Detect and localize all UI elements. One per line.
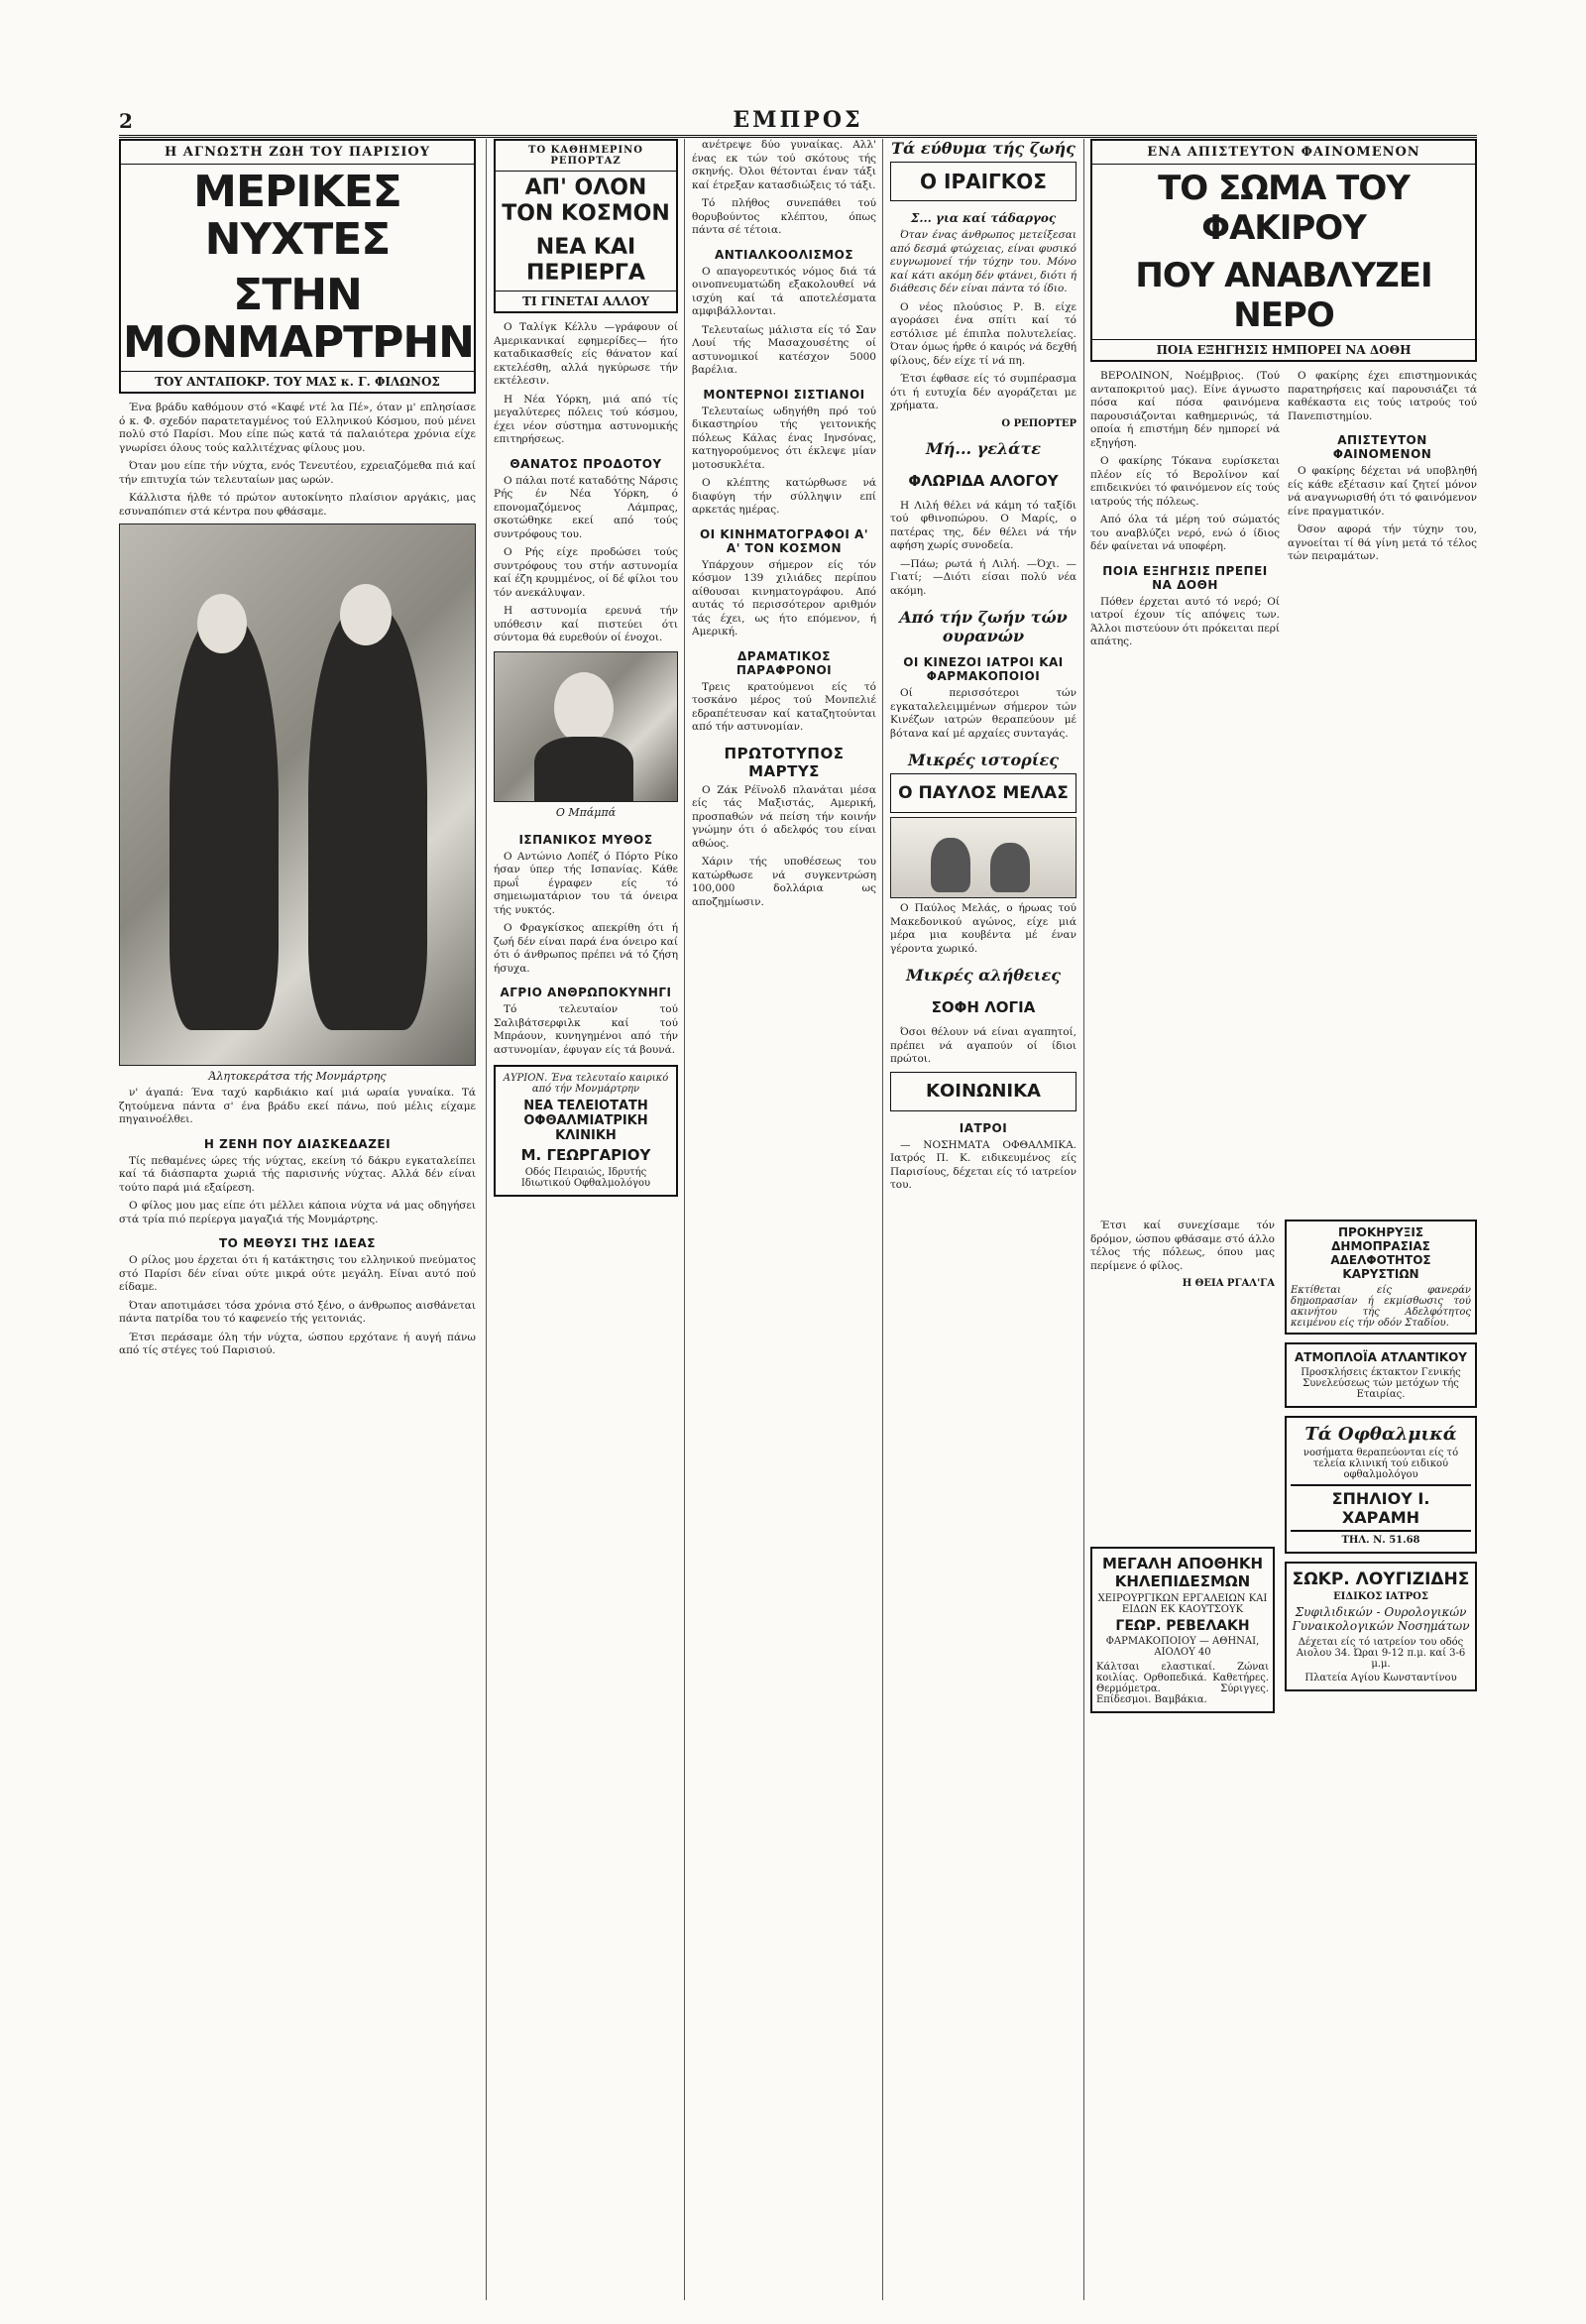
paragraph: Όσοι θέλουν νά είναι αγαπητοί, πρέπει νά αγαπούν οί ίδιοι πρώτοι. <box>890 1026 1076 1065</box>
ad-address: Πλατεία Αγίου Κωνσταντίνου <box>1304 1673 1457 1684</box>
paragraph: Ο πάλαι ποτέ καταδότης Νάρσις Ρής έν Νέα Υόρκη, ό επονομαζόμενος Λάμπρας, σκοτώθηκε εκεί από τούς συντρόφους του. <box>494 474 678 540</box>
paragraph: Όσον αφορά τήν τύχην του, αγνοείται τί θά γίνη μετά τό τέλος τών πειραμάτων. <box>1288 523 1477 562</box>
paragraph: Όταν ένας άνθρωπος μετείξεσαι από δεσμά φτώχειας, είναι φυσικό ευγνωμονεί τήν τύχην του. Μόνο καί κάτι ακόμη δέν φτάνει, διότι ή διάθεσις δέν είναι πάντα τό ίδιο. <box>890 229 1076 294</box>
sketch-children <box>890 817 1076 898</box>
signature: Ο ΡΕΠΟΡΤΕΡ <box>1001 417 1076 429</box>
column-rule <box>684 139 685 2300</box>
paragraph: Από όλα τά μέρη τού σώματός του αναβλύζει νερό, ενώ ό ίδιος δέν φαίνεται νά υποφέρη. <box>1090 514 1280 552</box>
headline-line2: ΠΟΥ ΑΝΑΒΛΥΖΕΙ ΝΕΡΟ <box>1135 256 1432 335</box>
ad-text: νοσήματα θεραπεύονται είς τό τελεία κλινική τού ειδικού οφθαλμολόγου <box>1303 1448 1459 1480</box>
ad-phone: ΤΗΛ. Ν. 51.68 <box>1341 1535 1420 1546</box>
ad-name: Μ. ΓΕΩΡΓΑΡΙΟΥ <box>520 1146 651 1164</box>
eye-clinic-advertisement <box>1285 1416 1477 1554</box>
column-rule <box>1083 139 1084 2300</box>
article-column-3 <box>692 139 876 2300</box>
paragraph: — ΝΟΣΗΜΑΤΑ ΟΦΘΑΛΜΙΚΑ. Ιατρός Π. Κ. ειδικευμένος είς Παρισίους, δέχεται είς τό ιατρείον του. <box>890 1138 1076 1191</box>
paragraph: Έτσι καί συνεχίσαμε τόν δρόμον, ώσπου φθάσαμε στό άλλο τέλος τής πόλεως, όπου μας περίμενε ό φίλος. <box>1090 1220 1275 1272</box>
ad-title: ΕΙΔΙΚΟΣ ΙΑΤΡΟΣ <box>1333 1591 1428 1602</box>
photo-caption: Ο Μπάμπά <box>555 805 617 819</box>
ad-title: ΝΕΑ ΤΕΛΕΙΟΤΑΤΗ ΟΦΘΑΛΜΙΑΤΡΙΚΗ ΚΛΙΝΙΚΗ <box>523 1099 648 1143</box>
paragraph: Τελευταίως ωδηγήθη πρό τού δικαστηρίου τής γειτονικής πόλεως Κάλας ένας Ιηνσόνας, κατηγορούμενος ότι έκλεψε μίαν μοτοσυκλέτα. <box>692 405 876 471</box>
paragraph: Ένα βράδυ καθόμουν στό «Καφέ ντέ λα Πέ», όταν μ' επλησίασε ό κ. Φ. σχεδόν παρατεταγμένος τού Ελληνικού Κόσμου, πού μένει πολύ στό Παρίσι. Μου είπε πώς κατά τά παλαιότερα χρόνια είχε γνωρίσει όλους τούς καλλιτέχνας φίλους μου. <box>119 402 476 454</box>
section-label: Μή... γελάτε <box>926 438 1041 458</box>
headline-line2: ΝΕΑ ΚΑΙ ΠΕΡΙΕΡΓΑ <box>526 235 645 286</box>
photo-caption: Άλητοκεράτσα τής Μονμάρτρης <box>208 1070 387 1083</box>
paragraph: Ο ρίλος μου έρχεται ότι ή κατάκτησις του ελληνικού πνεύματος στό Παρίσι δέν είναι ούτε μικρά ούτε μεγάλη. Είναι αυτό πού είδαμε. <box>119 1254 476 1293</box>
paragraph: Τρεις κρατούμενοι είς τό τοσκάνο μέρος τού Μονπελιέ εδραπέτευσαν καί καταζητούνται από τήν αστυνομίαν. <box>692 680 876 733</box>
subheading: ΙΑΤΡΟΙ <box>959 1120 1008 1135</box>
paragraph: Τίς πεθαμένες ώρες τής νύχτας, εκείνη τό δάκρυ εγκαταλείπει καί τά διάσπαρτα χωριά τής παρισινής νύχτας. Αλλά δέν είναι τούτο παρά μιά εξαίρεση. <box>119 1154 476 1194</box>
paragraph: Έτσι περάσαμε όλη τήν νύχτα, ώσπου ερχότανε ή αυγή πάνω από τίς στέγες τού Παρισιού. <box>119 1331 476 1356</box>
masthead <box>119 107 1477 138</box>
section-label: Από τήν ζωήν τών ουρανών <box>899 608 1068 645</box>
paragraph: Ο φακίρης έχει επιστημονικάς παρατηρήσεις καί παρουσιάζει τά καθέκαστα εις τούς ιατρούς τού Πανεπιστημίου. <box>1288 370 1477 422</box>
story-subtitle: Σ... για καί τάδαργος <box>910 211 1057 225</box>
paragraph: —Πάω; ρωτά ή Λιλή. —Όχι. —Γιατί; —Διότι είσαι πολύ νέα ακόμη. <box>890 557 1076 597</box>
paragraph: Ο φίλος μου μας είπε ότι μέλλει κάποια νύχτα νά μας οδηγήσει στά τρία πιό περίεργα μαγαζιά τής Μονμάρτρης. <box>119 1200 476 1225</box>
article-column-4 <box>890 139 1076 2300</box>
shipping-advertisement <box>1285 1342 1477 1408</box>
kicker: Η ΑΓΝΩΣΤΗ ΖΩΗ ΤΟΥ ΠΑΡΙΣΙΟΥ <box>121 141 474 165</box>
article-world-news <box>494 139 678 2300</box>
paragraph: ΒΕΡΟΛΙΝΟΝ, Νοέμβριος. (Τού ανταποκριτού μας). Είνε άγνωστο πόσα καί πόσα φαινόμενα παρουσιάζονται καθημερινώς, τά οποία ή επιστήμη δέν ημπορεί νά εξηγήση. <box>1090 370 1280 449</box>
section-label: Μικρές ιστορίες <box>908 751 1059 769</box>
paragraph: Η Νέα Υόρκη, μιά από τίς μεγαλύτερες πόλεις τού κόσμου, έχει νέον σύστημα αστυνομικής επιτηρήσεως. <box>494 393 678 445</box>
auction-notice <box>1285 1220 1477 1335</box>
paragraph: Η αστυνομία ερευνά τήν υπόθεσιν καί πιστεύει ότι σύντομα θά ευρεθούν οί ένοχοι. <box>494 605 678 643</box>
paragraph: Ο Ταλίγκ Κέλλυ —γράφουν οί Αμερικανικαί εφημερίδες— ήτο καταδικασθείς είς θάνατον καί εκτελέσθη, αλλά ηγκύρωσε τήν εκτέλεσιν. <box>494 321 678 387</box>
paper-name: ΕΜΠΡΟΣ <box>733 107 863 133</box>
paragraph: Έτσι έφθασε είς τό συμπέρασμα ότι ή ευτυχία δέν αγοράζεται με χρήματα. <box>890 373 1076 411</box>
headline-box <box>119 139 476 394</box>
ad-subtitle: Συφιλιδικών - Ουρολογικών Γυναικολογικών Νοσημάτων <box>1292 1605 1470 1633</box>
page-number: 2 <box>119 109 133 133</box>
pharmacy-advertisement <box>1090 1547 1275 1713</box>
story-title: ΣΟΦΗ ΛΟΓΙΑ <box>931 998 1036 1016</box>
ad-name: ΣΠΗΛΙΟΥ Ι. ΧΑΡΑΜΗ <box>1291 1484 1471 1532</box>
signature: Η ΘΕΙΑ ΡΓΑΛ'ΓΑ <box>1182 1278 1275 1289</box>
subheading: ΟΙ ΚΙΝΗΜΑΤΟΓΡΑΦΟΙ Α' Α' ΤΟΝ ΚΟΣΜΟΝ <box>699 526 869 555</box>
section-title: ΚΟΙΝΩΝΙΚΑ <box>890 1072 1076 1111</box>
paragraph: Υπάρχουν σήμερον είς τόν κόσμον 139 χιλιάδες περίπου αίθουσαι κινηματογράφου. Από αυτάς τό περισσότερον αριθμόν τάς έχει, ως ήτο επόμενον, ή Αμερική. <box>692 558 876 638</box>
paragraph: Τελευταίως μάλιστα είς τό Σαν Λουί τής Μασαχουσέτης οί αστυνομικοί κατέσχον 5000 βαρέλια. <box>692 323 876 376</box>
subheading: ΤΟ ΜΕΘΥΣΙ ΤΗΣ ΙΔΕΑΣ <box>219 1236 376 1250</box>
headline-box <box>494 139 678 313</box>
ad-text: Προσκλήσεις έκτακτον Γενικής Συνελεύσεως τών μετόχων τής Εταιρίας. <box>1301 1367 1461 1400</box>
ad-subtitle: ΧΕΙΡΟΥΡΓΙΚΩΝ ΕΡΓΑΛΕΙΩΝ ΚΑΙ ΕΙΔΩΝ ΕΚ ΚΑΟΥΤΣΟΥΚ <box>1097 1593 1268 1615</box>
ad-script-title: Τά Οφθαλμικά <box>1304 1424 1457 1445</box>
headline-line1: ΤΟ ΣΩΜΑ ΤΟΥ ΦΑΚΙΡΟΥ <box>1158 169 1410 248</box>
headline-line2: ΣΤΗΝ ΜΟΝΜΑΡΤΡΗΝ <box>123 270 475 368</box>
ad-name: ΓΕΩΡ. ΡΕΒΕΛΑΚΗ <box>1115 1618 1250 1634</box>
subheading: ΜΟΝΤΕΡΝΟΙ ΣΙΣΤΙΑΝΟΙ <box>703 387 865 402</box>
notice-text: Εκτίθεται είς φανεράν δημοπρασίαν ή εκμίσθωσις τού ακινήτου τής Αδελφότητος κειμένου είς τήν οδόν Σταδίου. <box>1291 1285 1471 1329</box>
paragraph: Πόθεν έρχεται αυτό τό νερό; Οί ιατροί έχουν τίς απόψεις των. Άλλοι πιστεύουν ότι πρόκειται περί απάτης. <box>1090 595 1280 647</box>
headline-line1: ΑΠ' ΟΛΟΝ ΤΟΝ ΚΟΣΜΟΝ <box>502 175 670 226</box>
byline: ΠΟΙΑ ΕΞΗΓΗΣΙΣ ΗΜΠΟΡΕΙ ΝΑ ΔΟΘΗ <box>1092 339 1475 360</box>
headline-box <box>1090 139 1477 362</box>
paragraph: Ο κλέπτης κατώρθωσε νά διαφύγη τήν σύλληψιν επί αρκετάς ημέρας. <box>692 477 876 516</box>
ad-text: Δέχεται είς τό ιατρείον του οδός Αιολου 34. Ώραι 9-12 π.μ. καί 3-6 μ.μ. <box>1296 1637 1466 1670</box>
ad-name: ΣΩΚΡ. ΛΟΥΓΙΖΙΔΗΣ <box>1292 1569 1470 1589</box>
paragraph: Όταν μου είπε τήν νύχτα, ενός Τενευτέου, εχρειαζόμεθα πιά καί τήν επιτυχία τών τελευταίων μας ωρών. <box>119 460 476 486</box>
notice-title: ΠΡΟΚΗΡΥΞΙΣ ΔΗΜΟΠΡΑΣΙΑΣ ΑΔΕΛΦΟΤΗΤΟΣ ΚΑΡΥΣΤΙΩΝ <box>1330 1225 1431 1281</box>
section-label: Μικρές αλήθειες <box>906 966 1061 985</box>
paragraph: Κάλλιστα ήλθε τό πρώτον αυτοκίνητο πλαίσιον αργάκις, μας εσυναπόπιεν στά κέντρα που φθάσαμε. <box>119 492 476 518</box>
subheading: ΠΟΙΑ ΕΞΗΓΗΣΙΣ ΠΡΕΠΕΙ ΝΑ ΔΟΘΗ <box>1102 563 1268 592</box>
ad-title: ΑΤΜΟΠΛΟΪΑ ΑΤΛΑΝΤΙΚΟΥ <box>1294 1350 1467 1364</box>
paragraph: Ο Αντώνιο Λοπέζ ό Πόρτο Ρίκο ήσαν ύπερ τής Ισπανίας. Κάθε πρωΐ έγραφεν είς τό σημειωματάριον του τά όνειρα τής νυκτός. <box>494 850 678 916</box>
subheading: Η ΖΕΝΗ ΠΟΥ ΔΙΑΣΚΕΔΑΖΕΙ <box>203 1136 392 1151</box>
paragraph: Ο Ζάκ Ρέϊνολδ πλανάται μέσα είς τάς Μαξιστάς, Αμερική, προσπαθών νά πείση τήν κοινήν γνώμην ότι ό αδελφός του είναι αθώος. <box>692 783 876 850</box>
paragraph: ν' άγαπά: Ένα ταχύ καρδιάκιο καί μιά ωραία γυναίκα. Τά ζητούμενα πάντα σ' ένα βράδυ εκεί πάνω, πού μέλις είχαμε πηγαινοέλθει. <box>119 1087 476 1125</box>
paragraph: ανέτρεψε δύο γυναίκας. Αλλ' ένας εκ τών τού σκότους τής σκηνής. Όλοι θέτονται έναν τάξι καί έτρεξαν κατασδιώξεις τό τάξι. <box>692 139 876 191</box>
subheading: ΑΓΡΙΟ ΑΝΘΡΩΠΟΚΥΝΗΓΙ <box>500 986 672 999</box>
subheading: ΔΡΑΜΑΤΙΚΟΣ ΠΑΡΑΦΡΟΝΟΙ <box>736 648 833 677</box>
section-label: Τά εύθυμα τής ζωής <box>891 139 1076 158</box>
paragraph: Τό τελευταίον τού Σαλιβάτσερφιλκ καί τού Μπράουν, κυνηγημένοι από τήν αστυνομίαν, έφυγαν είς τά βουνά. <box>494 1003 678 1056</box>
clinic-advertisement <box>494 1065 678 1197</box>
paragraph: Ο Φραγκίσκος απεκρίθη ότι ή ζωή δέν είναι παρά ένα όνειρο καί ότι ό άνθρωπος πρέπει νά τό ζήση ήσυχα. <box>494 922 678 975</box>
subheading: ΟΙ ΚΙΝΕΖΟΙ ΙΑΤΡΟΙ ΚΑΙ ΦΑΡΜΑΚΟΠΟΙΟΙ <box>903 655 1064 683</box>
story-title: Ο ΠΑΥΛΟΣ ΜΕΛΑΣ <box>890 773 1076 813</box>
subheading: ΠΡΩΤΟΤΥΠΟΣ ΜΑΡΤΥΣ <box>724 744 845 780</box>
byline: ΤΟΥ ΑΝΤΑΠΟΚΡ. ΤΟΥ ΜΑΣ κ. Γ. ΦΙΛΩΝΟΣ <box>121 371 474 392</box>
paragraph: Οί περισσότεροι τών εγκαταλελειμμένων σήμερον τών Κινέζων ιατρών θεραπεύουν μέ βότανα καί μέ αρχαίες συνταγάς. <box>890 687 1076 740</box>
column-rule <box>882 139 883 2300</box>
subheading: ΘΑΝΑΤΟΣ ΠΡΟΔΟΤΟΥ <box>510 456 662 471</box>
ad-teaser: ΑΥΡΙΟΝ. Ένα τελευταίο καιρικό από τήν Μονμάρτρην <box>503 1073 669 1095</box>
ad-text: Κάλτσαι ελαστικαί. Ζώναι κοιλίας. Ορθοπεδικά. Καθετήρες. Θερμόμετρα. Σύριγγες. Επίδεσμοι. Βαμβάκια. <box>1096 1662 1269 1705</box>
ad-address: ΦΑΡΜΑΚΟΠΟΙΟΥ — ΑΘΗΝΑΙ, ΑΙΟΛΟΥ 40 <box>1105 1636 1260 1658</box>
subheading: ΑΝΤΙΑΛΚΟΟΛΙΣΜΟΣ <box>714 247 854 262</box>
subheading: ΙΣΠΑΝΙΚΟΣ ΜΥΘΟΣ <box>518 832 653 847</box>
headline-line1: ΜΕΡΙΚΕΣ ΝΥΧΤΕΣ <box>193 167 401 265</box>
column-5-lower <box>1090 1220 1275 2300</box>
kicker: ΤΟ ΚΑΘΗΜΕΡΙΝΟ ΡΕΠΟΡΤΑΖ <box>496 141 676 172</box>
paragraph: Ο φακίρης δέχεται νά υποβληθή είς κάθε εξέτασιν καί ζητεί μόνον νά αναγνωρισθή ότι τό φαινόμενον είνε πραγματικόν. <box>1288 465 1477 518</box>
subheading: ΑΠΙΣΤΕΥΤΟΝ ΦΑΙΝΟΜΕΝΟΝ <box>1332 433 1432 461</box>
paragraph: Τό πλήθος συνεπάθει τού θορυβούντος κλέπτου, όπως πάντα σέ τέτοια. <box>692 197 876 236</box>
byline: ΤΙ ΓΙΝΕΤΑΙ ΑΛΛΟΥ <box>496 290 676 311</box>
ad-title: ΜΕΓΑΛΗ ΑΠΟΘΗΚΗ ΚΗΛΕΠΙΔΕΣΜΩΝ <box>1101 1555 1264 1590</box>
paragraph: Ο νέος πλούσιος Ρ. Β. είχε αγοράσει ένα σπίτι καί τό εστόλισε μέ έπιπλα πολυτελείας. Όταν όμως ήρθε ό καιρός νά δεχθή φίλους, δέν είχε τί νά πη. <box>890 300 1076 367</box>
paragraph: Ο Παύλος Μελάς, ο ήρωας τού Μακεδονικού αγώνος, είχε μιά μέρα μια κουβέντα μέ έναν γέροντα χωρικό. <box>890 902 1076 955</box>
story-title: ΦΛΩΡΙΔΑ ΑΛΟΓΟΥ <box>908 471 1059 490</box>
paragraph: Χάριν τής υποθέσεως του κατώρθωσε νά συγκεντρώση 100,000 δολλάρια ως αποζημίωσιν. <box>692 856 876 908</box>
ad-text: Οδός Πειραιώς, Ιδρυτής Ιδιωτικού Οφθαλμολόγου <box>520 1167 651 1189</box>
article-montmartre <box>119 139 476 2300</box>
paragraph: Ο φακίρης Τόκανα ευρίσκεται πλέον είς τό Βερολίνον καί επιδεικνύει τό φαινόμενον είς τούς ιατρούς τής πόλεως. <box>1090 455 1280 508</box>
article-fakir <box>1090 139 1477 1215</box>
column-7-lower <box>1285 1220 1477 2300</box>
paragraph: Ο απαγορευτικός νόμος διά τά οινοπνευματώδη εξακολουθεί νά ισχύη καί τά αποτελέσματα αμφιβάλλονται. <box>692 265 876 317</box>
doctor-advertisement <box>1285 1562 1477 1691</box>
paragraph: Όταν αποτιμάσει τόσα χρόνια στό ξένο, ο άνθρωπος αισθάνεται πάντα πατρίδα του τό καφενείο τής γειτονιάς. <box>119 1299 476 1325</box>
kicker: ΕΝΑ ΑΠΙΣΤΕΥΤΟΝ ΦΑΙΝΟΜΕΝΟΝ <box>1092 141 1475 165</box>
photo-man <box>494 651 678 802</box>
paragraph: Η Λιλή θέλει νά κάμη τό ταξίδι τού φθινοπώρου. Ο Μαρίς, ο πατέρας της, δέν θέλει νά τήν αφήση χωρίς συνοδεία. <box>890 499 1076 551</box>
photo-two-women <box>119 523 476 1066</box>
story-title: Ο ΙΡΑΙΓΚΟΣ <box>890 162 1076 201</box>
paragraph: Ο Ρής είχε προδώσει τούς συντρόφους του στήν αστυνομία καί έζη κρυμμένος, οί δέ φίλοι του τόν ανεκάλυψαν. <box>494 546 678 599</box>
column-rule <box>486 139 487 2300</box>
